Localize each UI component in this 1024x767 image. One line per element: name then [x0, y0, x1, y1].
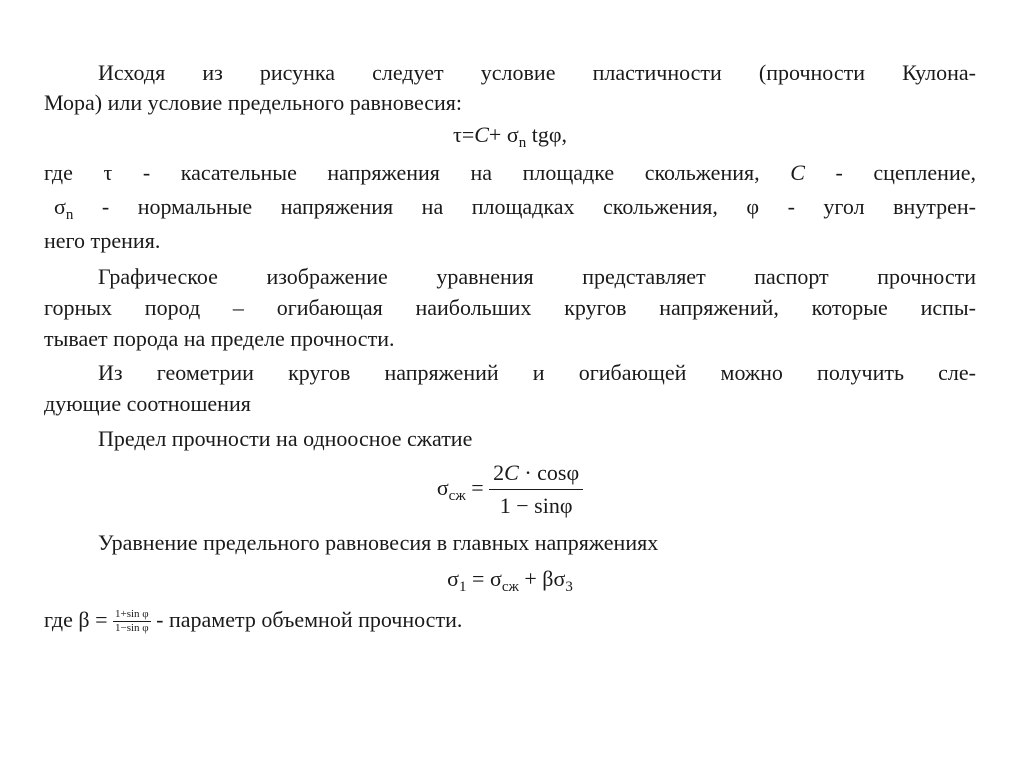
formula-2-num-b: · cosφ [518, 460, 580, 486]
formula-1-tail: tgφ, [526, 122, 568, 147]
paragraph-4-line-1: Из геометрии кругов напряжений и огибающей можно получить сле- [98, 360, 976, 385]
paragraph-5-line-1: Предел прочности на одноосное сжатие [98, 426, 473, 451]
formula-1-c: C [474, 122, 489, 147]
paragraph-3-line-3: тывает порода на пределе прочности. [44, 326, 395, 351]
formula-3-s3-sub: 3 [565, 579, 573, 595]
paragraph-3-line-1: Графическое изображение уравнения представляет паспорт прочности [98, 264, 976, 289]
limit-equilibrium-formula [44, 564, 976, 594]
formula-3-eq: = σ [466, 566, 502, 591]
paragraph-2-line-2 [54, 192, 976, 222]
paragraph-3-line-2: горных пород – огибающая наибольших кругов напряжений, которые испы- [44, 295, 976, 320]
paragraph-7-line-1 [44, 600, 976, 640]
p2-l1-a: где τ - касательные напряжения на площадке скольжения, [44, 160, 791, 185]
paragraph-6-line-1: Уравнение предельного равновесия в главных напряжениях [98, 530, 659, 555]
paragraph-1-line-1: Исходя из рисунка следует условие пластичности (прочности Кулона- [98, 60, 976, 85]
paragraph-1-line-2: Мора) или условие предельного равновесия: [44, 90, 463, 115]
formula-3-plus: + βσ [518, 566, 566, 591]
p2-l1-c: C [790, 160, 805, 185]
formula-2-sub: сж [448, 488, 466, 504]
p7-post: - параметр объемной прочности. [150, 607, 463, 632]
p2-l2-sigma: σ [54, 194, 66, 219]
p2-l1-b: - сцепление, [804, 160, 976, 185]
paragraph-2-line-1 [44, 158, 976, 188]
paragraph-4-line-2: дующие соотношения [44, 391, 251, 416]
formula-2-fraction [489, 457, 583, 522]
formula-2-sigma: σ [436, 475, 449, 500]
formula-2-numerator [489, 457, 583, 490]
uniaxial-strength-formula [44, 452, 976, 524]
p2-l2-rest: - нормальные напряжения на площадках скольжения, φ - угол внутрен- [73, 194, 976, 219]
p2-l2-sub: n [65, 207, 74, 223]
formula-1-plus: + σ [488, 122, 519, 147]
formula-2-num-c: C [504, 460, 519, 486]
formula-3-scz-sub: сж [501, 579, 519, 595]
paragraph-2-line-3: него трения. [44, 228, 161, 253]
coulomb-mohr-formula [44, 120, 976, 150]
formula-3-s1: σ [447, 566, 460, 591]
formula-2-num-a: 2 [493, 460, 505, 486]
beta-numerator: 1+sin φ [115, 608, 149, 621]
beta-fraction [113, 608, 151, 635]
formula-1-sub-n: n [518, 135, 527, 151]
formula-2-denominator: 1 − sinφ [499, 493, 573, 519]
p7-pre: где β = [44, 607, 113, 632]
formula-2-eq: = [465, 475, 490, 500]
formula-1-lhs: τ= [452, 122, 475, 147]
beta-denominator: 1−sin φ [115, 622, 149, 635]
formula-3-s1-sub: 1 [459, 579, 467, 595]
